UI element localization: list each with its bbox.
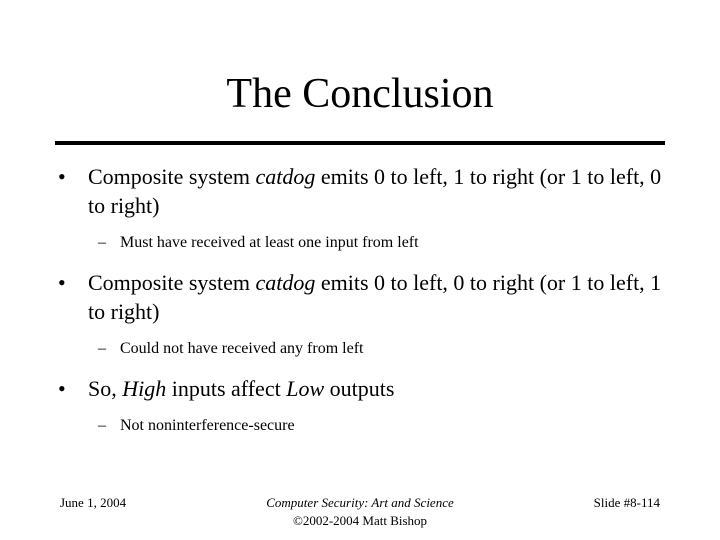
sub-bullet-item bbox=[58, 415, 668, 437]
slide-content bbox=[58, 162, 668, 437]
footer-center bbox=[210, 494, 510, 530]
footer-book-title: Computer Security: Art and Science bbox=[266, 495, 454, 510]
footer-copyright: ©2002-2004 Matt Bishop bbox=[292, 513, 428, 528]
sub-bullet-item bbox=[58, 232, 668, 254]
bullet-marker: • bbox=[58, 270, 66, 295]
bullet-text-pre: Composite system bbox=[88, 164, 256, 189]
bullet-text-post: outputs bbox=[324, 376, 395, 401]
bullet-marker: • bbox=[58, 164, 66, 189]
bullet-marker: • bbox=[58, 376, 66, 401]
sub-bullet-text: Must have received at least one input from left bbox=[120, 234, 419, 251]
sub-bullet-marker: – bbox=[98, 340, 106, 357]
bullet-text-emphasis: catdog bbox=[255, 270, 316, 295]
sub-bullet-marker: – bbox=[98, 417, 106, 434]
footer-slide-number: Slide #8-114 bbox=[593, 495, 660, 510]
sub-bullet-text: Not noninterference-secure bbox=[120, 417, 295, 434]
bullet-item bbox=[58, 162, 668, 220]
slide-title: The Conclusion bbox=[226, 71, 494, 117]
bullet-text-pre: So, bbox=[88, 376, 123, 401]
footer-date: June 1, 2004 bbox=[60, 495, 127, 510]
bullet-item bbox=[58, 374, 668, 403]
sub-bullet-item bbox=[58, 338, 668, 360]
bullet-item bbox=[58, 268, 668, 326]
bullet-text-post: emits 0 to left, 0 to right (or 1 to left, 1 to right) bbox=[88, 270, 662, 324]
bullet-text-emphasis-2: Low bbox=[286, 376, 325, 401]
bullet-text-pre: Composite system bbox=[88, 270, 256, 295]
bullet-text-emphasis: High bbox=[122, 376, 167, 401]
title-divider bbox=[55, 141, 665, 145]
sub-bullet-marker: – bbox=[98, 234, 106, 251]
bullet-text-emphasis: catdog bbox=[255, 164, 316, 189]
bullet-text-post: emits 0 to left, 1 to right (or 1 to left, 0 to right) bbox=[88, 164, 662, 218]
sub-bullet-text: Could not have received any from left bbox=[120, 340, 364, 357]
bullet-text-mid: inputs affect bbox=[166, 376, 287, 401]
